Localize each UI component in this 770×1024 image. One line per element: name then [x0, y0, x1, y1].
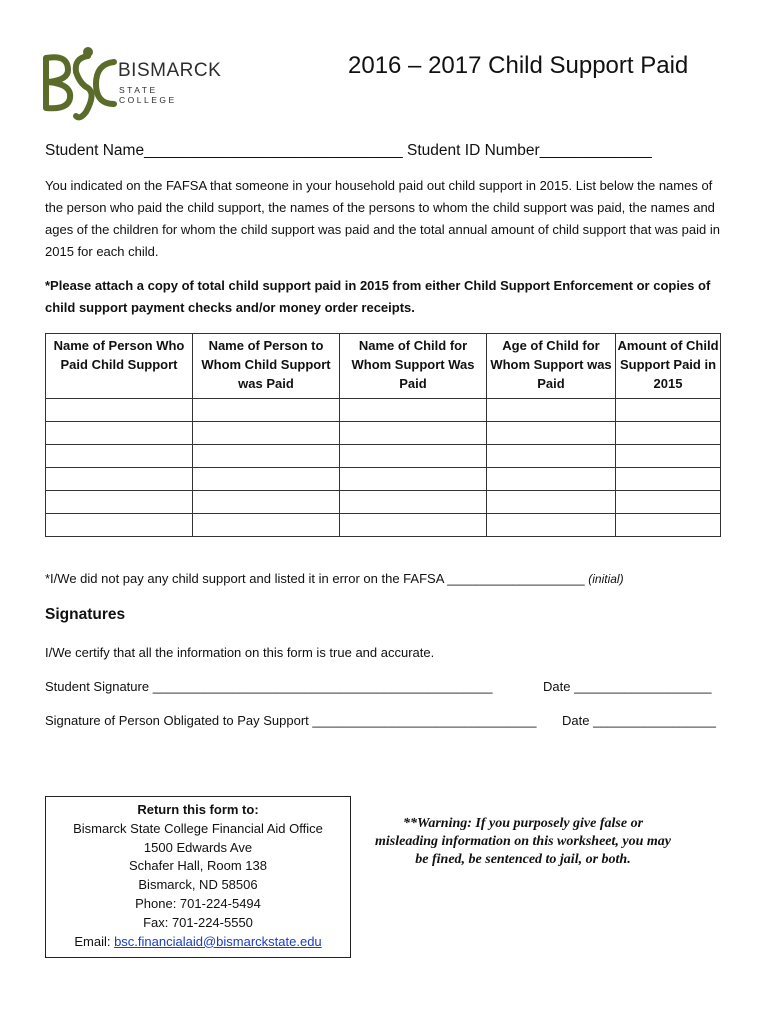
table-header-row: [46, 334, 721, 399]
table-cell[interactable]: [193, 399, 340, 422]
table-cell[interactable]: [193, 491, 340, 514]
table-cell[interactable]: [487, 514, 616, 537]
table-cell[interactable]: [193, 468, 340, 491]
bsc-logo-mark-icon: [40, 42, 118, 122]
table-row: [46, 468, 721, 491]
student-info-line: [45, 140, 652, 162]
return-heading: Return this form to:: [137, 802, 259, 817]
table-cell[interactable]: [616, 399, 721, 422]
table-cell[interactable]: [46, 422, 193, 445]
student-id-field[interactable]: _____________: [539, 142, 652, 159]
table-cell[interactable]: [193, 422, 340, 445]
return-email-line: [46, 933, 350, 952]
logo-subtitle: STATE COLLEGE: [119, 85, 177, 105]
logo-name: BISMARCK: [118, 60, 222, 81]
table-cell[interactable]: [487, 399, 616, 422]
student-date-field[interactable]: Date ___________________: [543, 679, 712, 694]
table-cell[interactable]: [616, 422, 721, 445]
page-title: 2016 – 2017 Child Support Paid: [348, 52, 689, 79]
table-row: [46, 399, 721, 422]
table-row: [46, 514, 721, 537]
table-cell[interactable]: [340, 445, 487, 468]
return-building: Schafer Hall, Room 138: [128, 858, 267, 874]
header-child-age: Age of Child for Whom Support was Paid: [487, 334, 616, 399]
signatures-heading: Signatures: [45, 606, 126, 623]
table-cell[interactable]: [46, 514, 193, 537]
header-recipient: Name of Person to Whom Child Support was Paid: [193, 334, 340, 399]
table-cell[interactable]: [46, 445, 193, 468]
instructions-paragraph: You indicated on the FAFSA that someone in your household paid out child support in 2015. List below the names of the person who paid the child support, the names of the persons to whom the child support was paid, the names and ages of the children for whom the child support was paid and the total annual amount of child support that was paid in 2015 for each child.: [45, 178, 720, 259]
warning-notice: **Warning: If you purposely give false or misleading information on this worksheet, you may be fined, be sentenced to jail, or both.: [375, 816, 671, 867]
initial-label: (initial): [588, 572, 624, 586]
table-cell[interactable]: [46, 399, 193, 422]
table-cell[interactable]: [616, 491, 721, 514]
table-cell[interactable]: [340, 422, 487, 445]
table-cell[interactable]: [193, 514, 340, 537]
table-cell[interactable]: [46, 491, 193, 514]
return-office: Bismarck State College Financial Aid Office: [73, 820, 323, 836]
obligated-date-field[interactable]: Date _________________: [562, 713, 716, 728]
table-cell[interactable]: [340, 514, 487, 537]
header-amount: Amount of Child Support Paid in 2015: [616, 334, 721, 399]
attach-notice: *Please attach a copy of total child support paid in 2015 from either Child Support Enforcement or copies of child support payment checks and/or money order receipts.: [45, 278, 711, 315]
email-label: Email:: [74, 933, 115, 949]
table-cell[interactable]: [487, 491, 616, 514]
obligated-signature-field[interactable]: Signature of Person Obligated to Pay Support _______________________________: [45, 713, 537, 728]
table-cell[interactable]: [46, 468, 193, 491]
table-cell[interactable]: [193, 445, 340, 468]
table-cell[interactable]: [340, 399, 487, 422]
return-address-box: [45, 796, 351, 958]
return-city: Bismarck, ND 58506: [138, 877, 258, 893]
child-support-table: [45, 333, 721, 537]
bsc-logo: [40, 42, 222, 122]
student-id-label: Student ID Number: [402, 142, 540, 159]
table-cell[interactable]: [487, 445, 616, 468]
return-phone: Phone: 701-224-5494: [135, 895, 261, 911]
student-signature-field[interactable]: Student Signature _______________________________________________: [45, 679, 493, 694]
table-row: [46, 422, 721, 445]
error-statement-text[interactable]: *I/We did not pay any child support and listed it in error on the FAFSA ___________________: [45, 571, 589, 586]
email-link[interactable]: bsc.financialaid@bismarckstate.edu: [114, 933, 322, 949]
table-cell[interactable]: [340, 468, 487, 491]
student-name-field[interactable]: ______________________________: [144, 142, 403, 159]
header-payer: Name of Person Who Paid Child Support: [46, 334, 193, 399]
return-fax: Fax: 701-224-5550: [143, 914, 253, 930]
certify-statement: I/We certify that all the information on this form is true and accurate.: [45, 645, 435, 660]
return-street: 1500 Edwards Ave: [143, 839, 253, 855]
table-row: [46, 491, 721, 514]
table-cell[interactable]: [487, 422, 616, 445]
table-cell[interactable]: [616, 468, 721, 491]
table-cell[interactable]: [487, 468, 616, 491]
header-child-name: Name of Child for Whom Support Was Paid: [340, 334, 487, 399]
table-cell[interactable]: [616, 445, 721, 468]
table-cell[interactable]: [340, 491, 487, 514]
error-statement: [45, 568, 624, 590]
table-cell[interactable]: [616, 514, 721, 537]
table-row: [46, 445, 721, 468]
student-name-label: Student Name: [45, 142, 145, 159]
